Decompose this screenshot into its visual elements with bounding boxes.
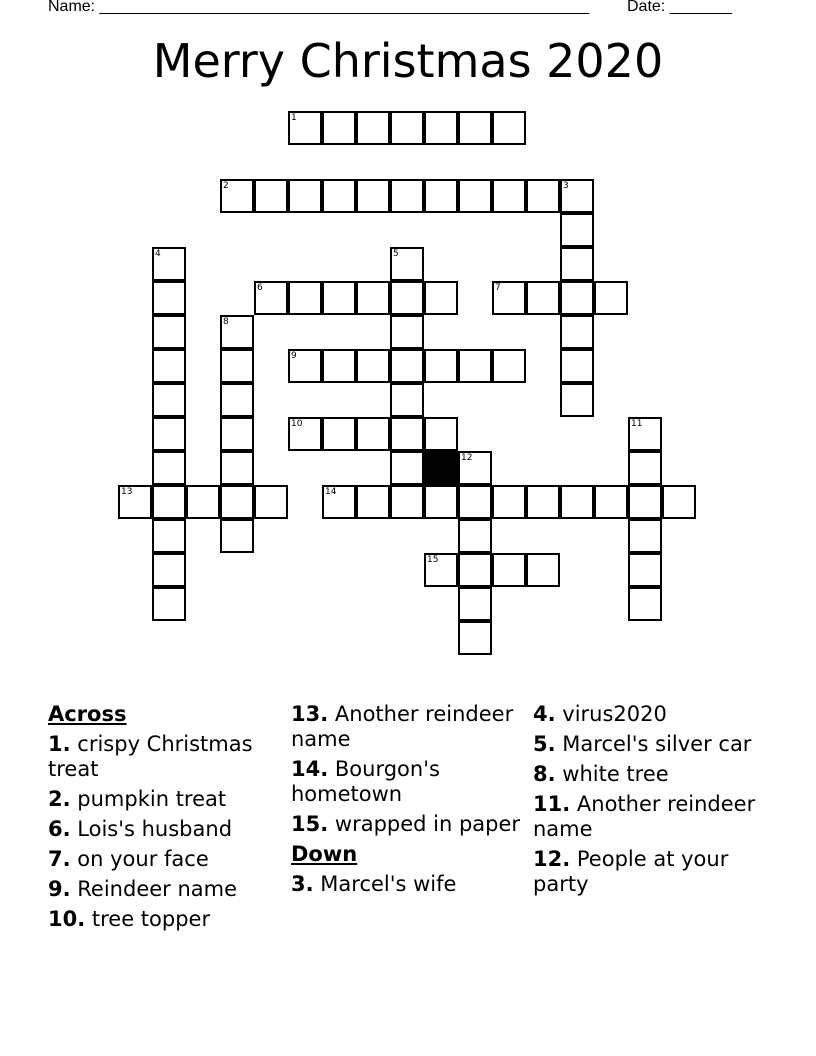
grid-cell (390, 179, 424, 213)
cell-number: 14 (325, 487, 337, 497)
grid-cell (152, 553, 186, 587)
across-clue (48, 847, 284, 872)
grid-cell (526, 553, 560, 587)
clue-column-2 (291, 702, 527, 902)
grid-cell (424, 485, 458, 519)
clue-number: 3. (291, 872, 314, 896)
clue-text: Bourgon's hometown (291, 757, 440, 806)
down-clue (533, 702, 769, 727)
grid-cell (492, 485, 526, 519)
grid-cell (390, 315, 424, 349)
grid-cell (560, 315, 594, 349)
grid-cell (356, 417, 390, 451)
grid-cell (492, 111, 526, 145)
cell-number: 13 (121, 487, 133, 497)
across-clue (48, 877, 284, 902)
grid-cell (458, 485, 492, 519)
grid-cell (356, 349, 390, 383)
grid-cell (322, 485, 356, 519)
grid-cell (594, 281, 628, 315)
across-clue (291, 812, 527, 837)
grid-cell (628, 451, 662, 485)
across-clue (291, 702, 527, 752)
cell-number: 10 (291, 419, 303, 429)
grid-cell (288, 417, 322, 451)
grid-cell (424, 179, 458, 213)
grid-cell (628, 553, 662, 587)
clue-number: 5. (533, 732, 556, 756)
grid-cell (322, 179, 356, 213)
cell-number: 15 (427, 555, 439, 565)
grid-cell (322, 349, 356, 383)
grid-cell (118, 485, 152, 519)
grid-cell (152, 315, 186, 349)
grid-cell (390, 485, 424, 519)
grid-cell (424, 349, 458, 383)
grid-cell (492, 281, 526, 315)
down-clue (291, 872, 527, 897)
grid-cell (356, 485, 390, 519)
grid-cell (526, 179, 560, 213)
clue-number: 9. (48, 877, 71, 901)
grid-cell (356, 111, 390, 145)
grid-cell (390, 281, 424, 315)
grid-cell (152, 417, 186, 451)
clue-number: 1. (48, 732, 71, 756)
grid-cell (458, 349, 492, 383)
grid-cell (288, 179, 322, 213)
grid-cell (356, 281, 390, 315)
down-clue (533, 732, 769, 757)
grid-cell (220, 349, 254, 383)
clue-number: 8. (533, 762, 556, 786)
cell-number: 9 (291, 351, 297, 361)
grid-cell (458, 553, 492, 587)
grid-cell (492, 179, 526, 213)
cell-number: 6 (257, 283, 263, 293)
grid-cell (560, 247, 594, 281)
clue-text: wrapped in paper (334, 812, 521, 836)
across-clue (48, 817, 284, 842)
cell-number: 1 (291, 113, 297, 123)
grid-cell (322, 417, 356, 451)
clue-text: Another reindeer name (291, 702, 514, 751)
grid-cell (560, 179, 594, 213)
clue-text: Marcel's wife (320, 872, 457, 896)
grid-cell (220, 417, 254, 451)
grid-cell (458, 587, 492, 621)
clue-number: 4. (533, 702, 556, 726)
grid-cell (288, 281, 322, 315)
clue-column-3 (533, 702, 769, 902)
grid-cell (356, 179, 390, 213)
clue-number: 2. (48, 787, 71, 811)
grid-cell (152, 485, 186, 519)
clue-number: 11. (533, 792, 571, 816)
cell-number: 4 (155, 249, 161, 259)
grid-cell (560, 349, 594, 383)
grid-cell (628, 587, 662, 621)
clue-text: Marcel's silver car (562, 732, 752, 756)
grid-cell (560, 485, 594, 519)
grid-cell (220, 485, 254, 519)
clue-text: white tree (562, 762, 669, 786)
grid-cell (152, 247, 186, 281)
cell-number: 12 (461, 453, 473, 463)
grid-cell (628, 519, 662, 553)
down-clue (533, 762, 769, 787)
clue-text: Reindeer name (77, 877, 238, 901)
grid-block (424, 451, 458, 485)
across-clue (48, 787, 284, 812)
grid-cell (458, 111, 492, 145)
clue-text: Another reindeer name (533, 792, 756, 841)
clue-text: on your face (77, 847, 209, 871)
cell-number: 7 (495, 283, 501, 293)
clue-number: 15. (291, 812, 329, 836)
grid-cell (254, 179, 288, 213)
grid-cell (220, 179, 254, 213)
grid-cell (526, 281, 560, 315)
grid-cell (152, 383, 186, 417)
clue-text: tree topper (91, 907, 211, 931)
cell-number: 8 (223, 317, 229, 327)
grid-cell (390, 417, 424, 451)
grid-cell (152, 587, 186, 621)
grid-cell (152, 451, 186, 485)
grid-cell (424, 281, 458, 315)
grid-cell (390, 451, 424, 485)
grid-cell (186, 485, 220, 519)
grid-cell (254, 281, 288, 315)
grid-cell (560, 383, 594, 417)
down-clue (533, 847, 769, 897)
down-clue (533, 792, 769, 842)
name-field-label: Name: _______________________________________________________ (48, 0, 589, 15)
grid-cell (288, 111, 322, 145)
grid-cell (424, 417, 458, 451)
grid-cell (526, 485, 560, 519)
date-field-label: Date: _______ (627, 0, 732, 15)
clue-number: 10. (48, 907, 86, 931)
grid-cell (220, 315, 254, 349)
grid-cell (560, 213, 594, 247)
across-clue (48, 732, 284, 782)
grid-cell (628, 417, 662, 451)
clue-text: pumpkin treat (77, 787, 227, 811)
grid-cell (152, 349, 186, 383)
grid-cell (220, 451, 254, 485)
grid-cell (594, 485, 628, 519)
clue-column-1 (48, 702, 284, 937)
grid-cell (390, 111, 424, 145)
clue-number: 7. (48, 847, 71, 871)
clue-number: 12. (533, 847, 571, 871)
clue-number: 13. (291, 702, 329, 726)
across-clue (48, 907, 284, 932)
grid-cell (220, 519, 254, 553)
grid-cell (424, 553, 458, 587)
grid-cell (390, 247, 424, 281)
clue-number: 6. (48, 817, 71, 841)
across-heading: Across (48, 702, 127, 726)
across-clue (291, 757, 527, 807)
grid-cell (662, 485, 696, 519)
grid-cell (390, 349, 424, 383)
grid-cell (628, 485, 662, 519)
clue-number: 14. (291, 757, 329, 781)
grid-cell (458, 621, 492, 655)
grid-cell (492, 553, 526, 587)
grid-cell (458, 519, 492, 553)
grid-cell (458, 451, 492, 485)
grid-cell (390, 383, 424, 417)
grid-cell (458, 179, 492, 213)
clue-text: People at your party (533, 847, 729, 896)
grid-cell (322, 111, 356, 145)
cell-number: 3 (563, 181, 569, 191)
page-title: Merry Christmas 2020 (152, 34, 664, 88)
cell-number: 2 (223, 181, 229, 191)
down-heading: Down (291, 842, 358, 866)
grid-cell (424, 111, 458, 145)
grid-cell (560, 281, 594, 315)
cell-number: 11 (631, 419, 643, 429)
grid-cell (152, 519, 186, 553)
grid-cell (288, 349, 322, 383)
grid-cell (254, 485, 288, 519)
grid-cell (492, 349, 526, 383)
grid-cell (220, 383, 254, 417)
clue-text: virus2020 (562, 702, 667, 726)
clue-text: crispy Christmas treat (48, 732, 253, 781)
grid-cell (152, 281, 186, 315)
grid-cell (322, 281, 356, 315)
cell-number: 5 (393, 249, 399, 259)
clue-text: Lois's husband (77, 817, 233, 841)
